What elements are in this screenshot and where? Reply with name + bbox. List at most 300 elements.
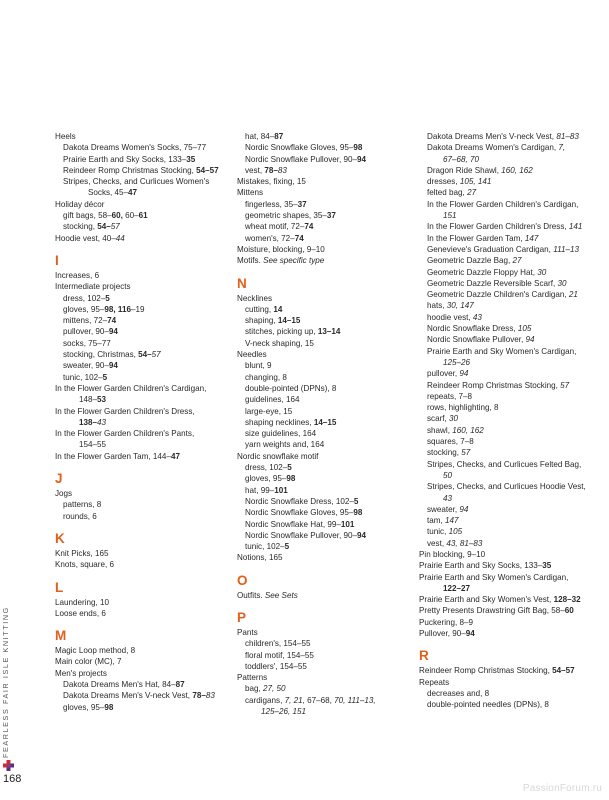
- index-entry-text: Loose ends, 6: [55, 608, 106, 618]
- index-entry: [55, 372, 235, 383]
- index-entry: [237, 315, 412, 326]
- index-entry-text: Laundering, 10: [55, 597, 110, 607]
- index-entry: [55, 406, 235, 417]
- index-entry-text: 5: [284, 542, 290, 552]
- index-entry-text: 138–: [79, 417, 98, 427]
- index-entry: [237, 530, 412, 541]
- index-entry: [55, 608, 235, 619]
- index-entry: [237, 244, 412, 255]
- index-letter-heading: J: [55, 471, 63, 487]
- index-entry-text: 14: [273, 304, 283, 314]
- index-entry: [55, 499, 235, 510]
- index-entry-text: children's, 154–55: [245, 639, 311, 649]
- index-entry-text: 7, 21,: [284, 695, 305, 705]
- index-entry-text: gift bags, 58–: [63, 211, 112, 221]
- index-entry-text: 147: [524, 233, 539, 243]
- index-entry: [237, 210, 412, 221]
- index-entry-text: Reindeer Romp Christmas Stocking,: [419, 666, 553, 676]
- index-entry: [237, 326, 412, 337]
- index-entry-text: 35: [186, 154, 196, 164]
- index-entry-text: 30: [449, 414, 459, 424]
- index-entry: [55, 548, 235, 559]
- index-entry-text: 5: [353, 496, 359, 506]
- index-entry: [419, 221, 597, 232]
- index-entry-text: sweater, 90–: [63, 361, 109, 371]
- index-entry-text: In the Flower Garden Children's Cardigan,: [55, 383, 207, 393]
- index-entry-text: Dragon Ride Shawl,: [427, 165, 502, 175]
- index-entry-text: large-eye, 15: [245, 406, 293, 416]
- index-entry: [237, 683, 412, 694]
- index-entry-text: 141: [568, 222, 583, 232]
- index-entry-text: Main color (MC), 7: [55, 657, 122, 667]
- index-entry: [419, 425, 597, 436]
- index-entry: [419, 165, 597, 176]
- index-letter-heading: P: [237, 609, 247, 625]
- index-entry: [419, 142, 597, 153]
- index-entry: [237, 187, 412, 198]
- index-entry-text: Stripes, Checks, and Curlicues Felted Bag,: [427, 459, 582, 469]
- index-entry-text: Nordic Snowflake Pullover, 90–: [245, 530, 358, 540]
- index-entry-text: shaping necklines,: [245, 417, 314, 427]
- index-entry-text: Pants: [237, 627, 258, 637]
- index-entry-text: 47: [170, 451, 180, 461]
- index-entry-text: geometric shapes, 35–: [245, 211, 327, 221]
- index-entry: [237, 485, 412, 496]
- index-entry: [237, 349, 412, 360]
- index-entry: [419, 594, 597, 605]
- index-entry-text: guidelines, 164: [245, 395, 300, 405]
- index-entry-text: 105: [448, 527, 463, 537]
- index-entry-text: Nordic Snowflake Dress,: [427, 324, 518, 334]
- index-entry-text: 125–26: [443, 357, 471, 367]
- index-entry: [237, 650, 412, 661]
- index-entry: [237, 519, 412, 530]
- index-entry: [55, 597, 235, 608]
- index-entry: [419, 617, 597, 628]
- index-entry: [55, 394, 235, 405]
- index-entry-text: Reindeer Romp Christmas Stocking,: [427, 380, 561, 390]
- index-entry-text: size guidelines, 164: [245, 429, 317, 439]
- index-entry: [55, 349, 235, 360]
- cross-icon: [3, 760, 14, 771]
- index-entry: [237, 304, 412, 315]
- index-entry-text: 98: [353, 508, 363, 518]
- index-entry: [237, 383, 412, 394]
- index-entry-text: Nordic Snowflake Hat, 99–: [245, 519, 341, 529]
- index-entry: [55, 702, 235, 713]
- index-entry-text: In the Flower Garden Tam, 144–: [55, 451, 171, 461]
- index-entry: [237, 706, 412, 717]
- index-entry-text: Nordic Snowflake Pullover, 90–: [245, 154, 358, 164]
- index-entry-text: hoodie vest,: [427, 312, 473, 322]
- index-entry-text: mittens, 72–: [63, 316, 108, 326]
- index-letter-heading: I: [55, 252, 59, 268]
- index-entry: [419, 413, 597, 424]
- index-entry: [55, 315, 235, 326]
- index-entry-text: 98, 116: [104, 304, 131, 314]
- index-entry: [419, 391, 597, 402]
- index-entry-text: dress, 102–: [63, 293, 106, 303]
- page-number: 168: [3, 773, 22, 785]
- index-entry: [237, 165, 412, 176]
- index-entry-text: rounds, 6: [63, 511, 97, 521]
- index-entry-text: In the Flower Garden Children's Pants,: [55, 429, 195, 439]
- index-entry-text: Intermediate projects: [55, 282, 131, 292]
- index-entry-text: 30: [557, 278, 567, 288]
- index-entry: [237, 661, 412, 672]
- index-entry-text: 7,: [558, 143, 566, 153]
- index-entry-text: dresses,: [427, 177, 460, 187]
- index-entry-text: 5: [105, 293, 110, 303]
- index-entry-text: Repeats: [419, 677, 450, 687]
- index-entry: [55, 210, 235, 221]
- index-entry-text: 94: [108, 361, 118, 371]
- index-entry-text: 87: [175, 679, 185, 689]
- index-entry: [55, 428, 235, 439]
- index-entry-text: 54–57: [552, 666, 575, 676]
- index-entry: [55, 293, 235, 304]
- index-entry-text: 47: [128, 188, 138, 198]
- index-entry: [55, 338, 235, 349]
- index-entry-text: 27: [512, 256, 522, 266]
- index-entry: [237, 142, 412, 153]
- index-entry: [55, 668, 235, 679]
- index-entry: [237, 221, 412, 232]
- index-entry-text: tunic,: [427, 527, 449, 537]
- index-entry-text: Genevieve's Graduation Cardigan,: [427, 244, 554, 254]
- index-entry: [419, 176, 597, 187]
- index-entry-text: rows, highlighting, 8: [427, 403, 499, 413]
- index-entry: [419, 549, 597, 560]
- index-entry: [419, 368, 597, 379]
- index-entry: [55, 417, 235, 428]
- index-entry: [419, 300, 597, 311]
- index-entry: [55, 233, 235, 244]
- index-entry: [237, 176, 412, 187]
- index-entry-text: Patterns: [237, 673, 268, 683]
- index-entry-text: 151: [443, 211, 457, 221]
- index-entry-text: 57: [560, 380, 570, 390]
- index-entry: [55, 488, 235, 499]
- index-entry-text: Nordic Snowflake Gloves, 95–: [245, 143, 354, 153]
- index-entry: [419, 187, 597, 198]
- index-entry-text: Needles: [237, 350, 267, 360]
- index-entry-text: 60: [564, 606, 574, 616]
- index-entry: [55, 304, 235, 315]
- index-letter-heading: R: [419, 648, 429, 664]
- index-entry-text: 35: [542, 561, 552, 571]
- index-entry: [419, 583, 597, 594]
- index-entry-text: Jogs: [55, 489, 73, 499]
- index-entry-text: V-neck shaping, 15: [245, 338, 314, 348]
- index-entry-text: 43: [97, 417, 107, 427]
- index-entry-text: tunic, 102–: [63, 372, 103, 382]
- index-entry-text: 67–68, 70: [443, 154, 480, 164]
- index-entry: [55, 439, 235, 450]
- index-entry-text: Stripes, Checks, and Curlicues Women's: [63, 177, 210, 187]
- index-entry: [55, 511, 235, 522]
- index-entry-text: 61: [138, 211, 148, 221]
- index-entry-text: tam,: [427, 516, 445, 526]
- index-entry-text: 101: [340, 519, 355, 529]
- index-entry: [55, 559, 235, 570]
- index-entry: [237, 199, 412, 210]
- index-entry: [237, 638, 412, 649]
- index-entry-text: 83: [205, 691, 215, 701]
- index-entry: [55, 451, 235, 462]
- index-entry-text: wheat motif, 72–: [245, 222, 305, 232]
- index-entry-text: vest,: [427, 538, 447, 548]
- index-entry-text: 147: [445, 516, 459, 526]
- index-entry-text: 98: [286, 474, 296, 484]
- index-entry: [55, 645, 235, 656]
- index-entry-text: Nordic Snowflake Dress, 102–: [245, 496, 354, 506]
- index-entry-text: 14–15: [277, 316, 301, 326]
- index-entry-text: Dakota Dreams Women's Cardigan,: [427, 143, 559, 153]
- index-entry-text: hat, 99–: [245, 485, 275, 495]
- index-entry: [419, 334, 597, 345]
- index-entry-text: Men's projects: [55, 668, 107, 678]
- index-entry-text: 98: [104, 702, 114, 712]
- index-entry-text: double-pointed needles (DPNs), 8: [427, 700, 549, 710]
- index-entry-text: 94: [108, 327, 118, 337]
- index-entry-text: bag,: [245, 684, 264, 694]
- index-entry-text: Holiday décor: [55, 199, 105, 209]
- index-entry-text: dress, 102–: [245, 463, 288, 473]
- index-entry: [419, 538, 597, 549]
- index-entry-text: 21: [568, 290, 578, 300]
- index-entry-text: pullover, 90–: [63, 327, 109, 337]
- index-entry: [237, 507, 412, 518]
- index-entry-text: 160, 162: [501, 165, 533, 175]
- index-entry: [419, 665, 597, 676]
- index-entry: [237, 541, 412, 552]
- index-entry: [419, 278, 597, 289]
- index-entry: [237, 360, 412, 371]
- index-entry-text: 57: [461, 448, 471, 458]
- index-entry-text: Prairie Earth and Sky Women's Vest,: [419, 595, 554, 605]
- index-entry-text: 74: [107, 316, 117, 326]
- index-entry: [55, 656, 235, 667]
- index-entry-text: decreases and, 8: [427, 688, 490, 698]
- index-entry: [419, 481, 597, 492]
- index-entry: [419, 199, 597, 210]
- index-entry: [237, 627, 412, 638]
- index-entry-text: 122–27: [443, 583, 471, 593]
- index-entry-text: women's, 72–: [245, 233, 295, 243]
- index-entry: [419, 267, 597, 278]
- index-entry-text: cutting,: [245, 304, 274, 314]
- index-entry-text: 27, 50: [263, 684, 286, 694]
- index-entry: [419, 447, 597, 458]
- index-entry-text: patterns, 8: [63, 500, 102, 510]
- index-entry: [419, 493, 597, 504]
- index-entry: [419, 699, 597, 710]
- index-entry-text: 30: [537, 267, 547, 277]
- index-entry-text: 5: [102, 372, 108, 382]
- index-entry-text: shaping,: [245, 316, 278, 326]
- index-entry-text: 57: [151, 350, 161, 360]
- index-entry: [237, 338, 412, 349]
- index-entry-text: 94: [525, 335, 535, 345]
- index-entry-text: 60,: [111, 211, 123, 221]
- index-entry-text: Moisture, blocking, 9–10: [237, 244, 325, 254]
- index-entry: [237, 394, 412, 405]
- index-entry: [419, 560, 597, 571]
- index-entry-text: 74: [294, 233, 304, 243]
- index-entry: [419, 470, 597, 481]
- index-entry-text: Nordic Snowflake Gloves, 95–: [245, 508, 354, 518]
- index-entry-text: gloves, 95–: [63, 304, 105, 314]
- index-entry-text: blunt, 9: [245, 361, 272, 371]
- index-entry-text: 54–: [97, 222, 111, 232]
- index-entry: [419, 346, 597, 357]
- index-entry-text: 5: [287, 463, 292, 473]
- index-entry-text: 43, 81–83: [446, 538, 483, 548]
- index-entry-text: toddlers', 154–55: [245, 661, 307, 671]
- index-entry: [237, 462, 412, 473]
- index-entry: [419, 572, 597, 583]
- index-entry: [55, 165, 235, 176]
- index-entry-text: stocking,: [63, 222, 98, 232]
- index-entry: [237, 417, 412, 428]
- index-entry-text: Magic Loop method, 8: [55, 646, 136, 656]
- index-entry-text: 160, 162: [452, 425, 484, 435]
- index-entry-text: Dakota Dreams Men's V-neck Vest,: [427, 132, 557, 141]
- index-entry: [419, 289, 597, 300]
- index-entry: [55, 131, 235, 142]
- index-entry-text: See Sets: [264, 590, 298, 600]
- index-entry-text: gloves, 95–: [245, 474, 287, 484]
- index-entry: [419, 402, 597, 413]
- index-entry-text: 67–68,: [304, 695, 335, 705]
- index-letter-heading: N: [237, 275, 247, 291]
- index-entry-text: stitches, picking up,: [245, 327, 318, 337]
- watermark: PassionForum.ru: [522, 782, 602, 794]
- index-entry: [237, 255, 412, 266]
- index-entry: [237, 496, 412, 507]
- index-entry: [419, 436, 597, 447]
- index-entry-text: Increases, 6: [55, 270, 100, 280]
- index-entry-text: yarn weights and, 164: [245, 440, 325, 450]
- index-entry: [237, 131, 412, 142]
- index-entry: [419, 605, 597, 616]
- index-entry-text: Dakota Dreams Men's V-neck Vest,: [63, 691, 193, 701]
- index-entry-text: changing, 8: [245, 372, 287, 382]
- index-entry: [237, 293, 412, 304]
- index-entry-text: 70, 111–13,: [334, 695, 376, 705]
- index-entry-text: Dakota Dreams Men's Hat, 84–: [63, 679, 176, 689]
- index-entry-text: Pin blocking, 9–10: [419, 549, 486, 559]
- index-entry-text: In the Flower Garden Children's Cardigan,: [427, 199, 579, 209]
- index-entry-text: 37: [326, 211, 336, 221]
- index-entry-text: 30, 147: [446, 301, 474, 311]
- index-entry-text: In the Flower Garden Children's Dress,: [55, 406, 195, 416]
- index-entry-text: 78–: [264, 165, 278, 175]
- index-entry: [237, 154, 412, 165]
- index-entry: [55, 360, 235, 371]
- index-entry: [419, 677, 597, 688]
- index-entry: [419, 515, 597, 526]
- index-entry: [419, 244, 597, 255]
- index-entry: [237, 552, 412, 563]
- index-entry-text: pullover,: [427, 369, 460, 379]
- index-entry-text: See specific type: [263, 256, 325, 266]
- index-entry: [237, 372, 412, 383]
- index-entry-text: 60–: [122, 211, 139, 221]
- index-entry-text: Prairie Earth and Sky Socks, 133–: [63, 154, 187, 164]
- index-entry: [237, 233, 412, 244]
- index-entry-text: Mittens: [237, 188, 264, 198]
- index-entry: [419, 504, 597, 515]
- index-entry-text: 94: [357, 530, 367, 540]
- index-entry: [419, 323, 597, 334]
- index-entry-text: Geometric Dazzle Reversible Scarf,: [427, 278, 558, 288]
- index-entry: [55, 187, 235, 198]
- index-entry-text: 98: [353, 143, 363, 153]
- index-entry-text: Pretty Presents Drawstring Gift Bag, 58–: [419, 606, 565, 616]
- index-entry: [55, 690, 235, 701]
- index-entry-text: socks, 75–77: [63, 338, 111, 348]
- index-entry: [419, 459, 597, 470]
- index-entry-text: vest,: [245, 165, 265, 175]
- index-entry-text: floral motif, 154–55: [245, 650, 314, 660]
- index-entry: [419, 312, 597, 323]
- index-entry: [237, 695, 412, 706]
- running-book-title: FEARLESS FAIR ISLE KNITTING: [1, 606, 10, 758]
- index-entry-text: Mistakes, fixing, 15: [237, 177, 306, 187]
- index-letter-heading: L: [55, 579, 64, 595]
- index-letter-heading: M: [55, 628, 67, 644]
- index-entry-text: Geometric Dazzle Floppy Hat,: [427, 267, 538, 277]
- index-entry-text: Heels: [55, 132, 76, 141]
- index-entry: [237, 473, 412, 484]
- index-entry-text: 101: [274, 485, 288, 495]
- index-entry-text: repeats, 7–8: [427, 391, 472, 401]
- index-entry: [237, 428, 412, 439]
- index-entry: [419, 233, 597, 244]
- index-entry-text: 53: [97, 395, 107, 405]
- index-entry-text: Geometric Dazzle Bag,: [427, 256, 513, 266]
- index-entry-text: Geometric Dazzle Children's Cardigan,: [427, 290, 569, 300]
- index-entry-text: 50: [443, 470, 453, 480]
- index-entry-text: 74: [304, 222, 314, 232]
- index-entry-text: 81–83: [556, 132, 579, 141]
- index-entry-text: Puckering, 8–9: [419, 617, 473, 627]
- index-entry-text: 94: [357, 154, 367, 164]
- index-letter-heading: O: [237, 572, 248, 588]
- index-entry: [55, 270, 235, 281]
- index-entry-text: –19: [130, 304, 145, 314]
- index-entry-text: Nordic snowflake motif: [237, 451, 319, 461]
- index-entry-text: tunic, 102–: [245, 542, 285, 552]
- index-entry-text: double-pointed (DPNs), 8: [245, 383, 337, 393]
- index-column-2: [237, 131, 412, 717]
- index-entry: [237, 590, 412, 601]
- index-entry: [237, 439, 412, 450]
- index-entry: [419, 628, 597, 639]
- index-entry-text: Dakota Dreams Women's Socks, 75–77: [63, 143, 207, 153]
- index-entry-text: stocking, Christmas,: [63, 350, 139, 360]
- index-entry-text: 78–: [192, 691, 206, 701]
- index-entry-text: sweater,: [427, 504, 460, 514]
- index-entry: [237, 451, 412, 462]
- index-entry-text: 94: [465, 629, 475, 639]
- index-entry-text: 87: [274, 132, 284, 141]
- index-entry-text: hats,: [427, 301, 447, 311]
- index-entry-text: Knit Picks, 165: [55, 548, 109, 558]
- index-entry-text: 14–15: [313, 417, 337, 427]
